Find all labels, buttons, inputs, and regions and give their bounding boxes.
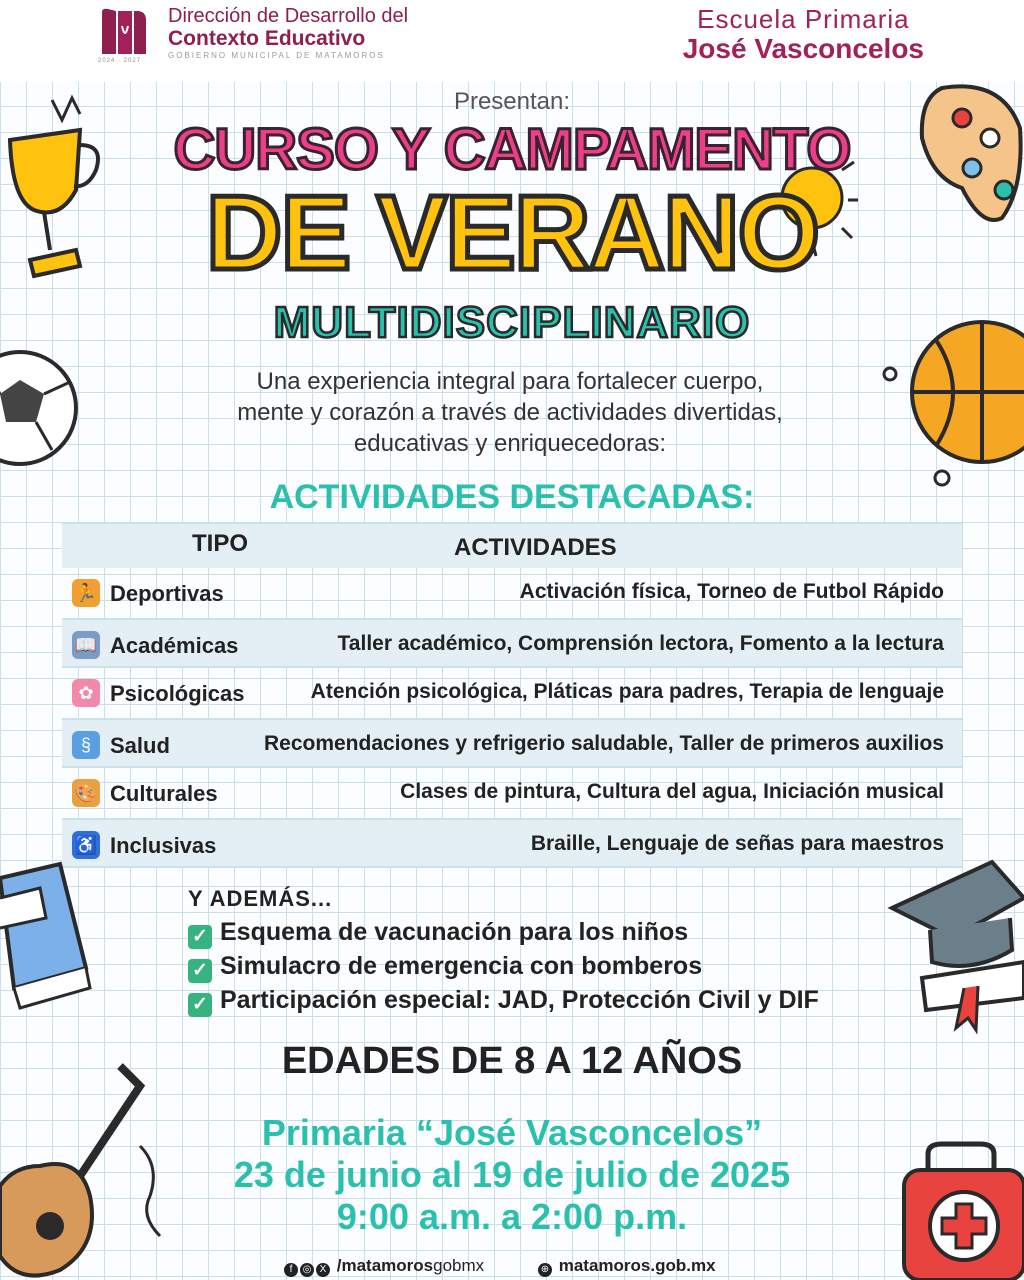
activity-items: Activación física, Torneo de Futbol Rápido [519,580,944,603]
activity-items: Clases de pintura, Cultura del agua, Iniciación musical [400,780,944,803]
activity-type: Inclusivas [110,833,217,858]
checkmark-icon: ✓ [188,959,212,983]
activity-items: Taller académico, Comprensión lectora, Fomento a la lectura [337,632,944,655]
dna-icon: § [72,731,100,759]
org-line3: GOBIERNO MUNICIPAL DE MATAMOROS [168,51,385,60]
globe-icon: ⊕ [538,1263,552,1277]
extra-item: ✓ Simulacro de emergencia con bomberos [188,952,702,983]
intro-line1: Una experiencia integral para fortalecer cuerpo, [256,368,764,395]
table-row [62,718,962,768]
title-line3: MULTIDISCIPLINARIO [273,298,751,347]
school-name [683,5,924,64]
activity-type: Psicológicas [110,681,245,706]
intro-line3: educativas y enriquecedoras: [353,430,667,457]
social-handle-suffix[interactable]: gobmx [433,1256,485,1275]
graduation-cap-icon [872,858,1024,1038]
activity-items: Recomendaciones y refrigerio saludable, Taller de primeros auxilios [263,732,944,755]
venue-place: Primaria “José Vasconcelos” [261,1112,763,1153]
activity-type: Deportivas [110,581,224,606]
column-header-type: TIPO [192,530,249,557]
column-header-activities: ACTIVIDADES [454,534,617,561]
table-row [62,668,962,718]
activities-heading: ACTIVIDADES DESTACADAS: [269,478,755,516]
facebook-icon[interactable]: f [284,1263,298,1277]
municipal-logo-icon [98,6,150,64]
table-row [62,568,962,618]
checkmark-icon: ✓ [188,925,212,949]
footer [284,1256,716,1277]
wheelchair-icon: ♿ [72,831,100,859]
palette-icon: 🎨 [72,779,100,807]
venue-time: 9:00 a.m. a 2:00 p.m. [336,1196,688,1237]
website[interactable]: ⊕ matamoros.gob.mx [538,1256,716,1277]
table-row [62,818,962,868]
title-line2: DE VERANO [205,174,819,292]
activity-type: Culturales [110,781,218,806]
table-row [62,768,962,818]
activities-table [62,522,962,868]
social-handle-prefix[interactable]: /matamoros [336,1256,434,1275]
running-person-icon: 🏃 [72,579,100,607]
title-line1: CURSO Y CAMPAMENTO [173,117,851,182]
org-line1: Dirección de Desarrollo del [168,5,409,27]
brain-icon: ✿ [72,679,100,707]
logo-year: 2024 · 2027 [98,58,142,64]
open-book-icon: 📖 [72,631,100,659]
intro-text [150,366,870,459]
notebook-icon [0,858,96,1018]
extras-heading: Y ADEMÁS... [188,886,333,911]
extra-item: ✓ Participación especial: JAD, Protección Civil y DIF [188,986,819,1017]
presentan-label: Presentan: [453,88,571,115]
table-header [62,522,962,568]
org-line2: Contexto Educativo [168,27,366,50]
activity-items: Atención psicológica, Pláticas para padres, Terapia de lenguaje [310,680,944,703]
organization-name [168,6,408,60]
checkmark-icon: ✓ [188,993,212,1017]
age-range: EDADES DE 8 A 12 AÑOS [281,1040,743,1082]
soccer-ball-icon [0,330,90,490]
table-row [62,618,962,668]
instagram-icon[interactable]: ◎ [300,1263,314,1277]
school-line1: Escuela Primaria [697,4,910,34]
trophy-icon [0,90,110,290]
activity-type: Académicas [110,633,239,658]
extra-item: ✓ Esquema de vacunación para los niños [188,918,688,949]
activity-type: Salud [110,733,170,758]
basketball-icon [870,300,1024,500]
guitar-icon [0,1056,170,1280]
intro-line2: mente y corazón a través de actividades divertidas, [237,399,783,426]
activity-items: Braille, Lenguaje de señas para maestros [530,832,944,855]
venue-dates: 23 de junio al 19 de julio de 2025 [233,1154,791,1195]
first-aid-kit-icon [898,1130,1024,1280]
paint-palette-icon [912,78,1024,238]
x-icon[interactable]: X [316,1263,330,1277]
school-line2: José Vasconcelos [682,32,924,64]
